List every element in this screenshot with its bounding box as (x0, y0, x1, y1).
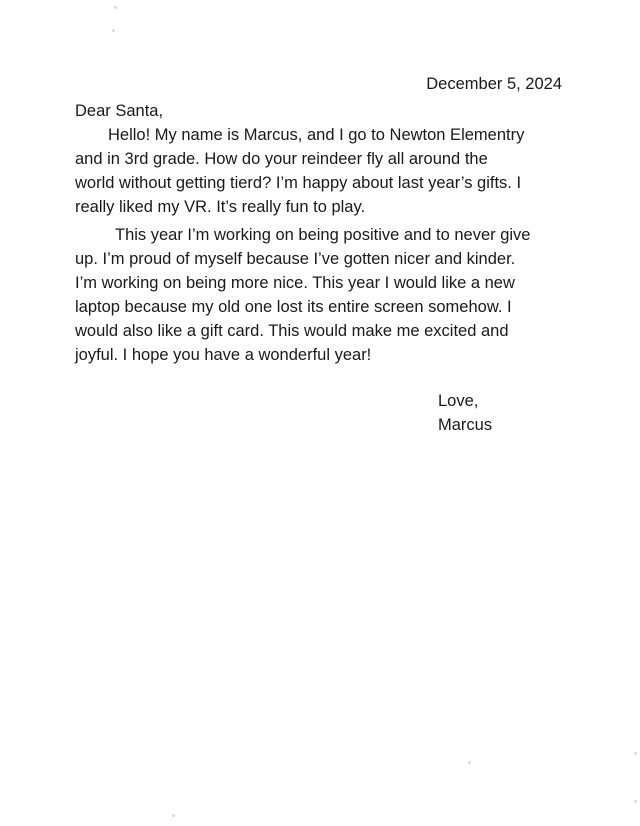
paragraph-line: joyful. I hope you have a wonderful year! (75, 346, 372, 364)
paragraph-line: up. I’m proud of myself because I’ve gotten nicer and kinder. (75, 250, 516, 268)
scan-speckle (634, 800, 637, 803)
paragraph-line: really liked my VR. It’s really fun to play. (75, 198, 366, 216)
letter-paragraph-2 (75, 223, 564, 367)
paragraph-line: world without getting tierd? I’m happy about last year’s gifts. I (75, 174, 522, 192)
paragraph-line: and in 3rd grade. How do your reindeer fly all around the (75, 150, 488, 168)
paragraph-line: I’m working on being more nice. This year I would like a new (75, 274, 515, 292)
letter-closing: Love, (438, 392, 479, 410)
letter-date: December 5, 2024 (426, 75, 562, 93)
letter-closing-block (75, 389, 564, 437)
letter-salutation: Dear Santa, (75, 102, 164, 120)
paragraph-line: Hello! My name is Marcus, and I go to Newton Elementry (108, 126, 525, 144)
scan-speckle (112, 29, 115, 32)
scan-speckle (634, 752, 637, 755)
paragraph-line: laptop because my old one lost its entire screen somehow. I (75, 298, 512, 316)
paragraph-line: This year I’m working on being positive and to never give (115, 226, 531, 244)
letter-signature: Marcus (438, 416, 493, 434)
scan-speckle (172, 814, 175, 817)
paragraph-line: would also like a gift card. This would make me excited and (75, 322, 509, 340)
letter-body (75, 72, 564, 437)
scan-speckle (468, 761, 471, 764)
letter-paragraph-1 (75, 123, 564, 219)
scan-speckle (114, 6, 117, 9)
